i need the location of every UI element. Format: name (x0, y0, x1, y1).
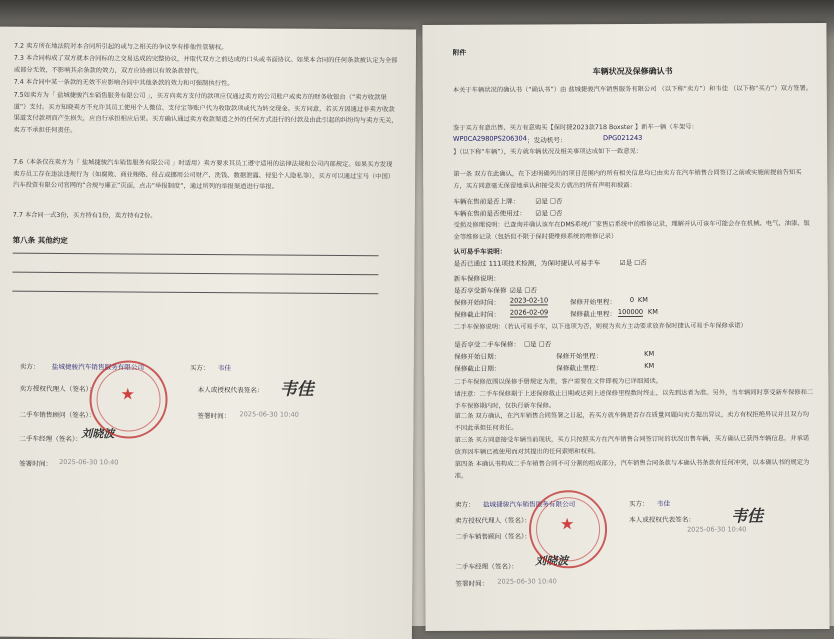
cert-title: 认可易手车说明： (453, 247, 507, 256)
blank-line-2 (12, 272, 378, 276)
buyer-signature: 韦佳 (279, 379, 314, 400)
cert-question: 是否已通过 111项技术检测，为保时捷认可易手车 (453, 259, 601, 268)
used-car-manager-label: 二手车经理（签名）： (19, 434, 82, 444)
warranty-start-value: 2023-02-10 (509, 296, 549, 305)
clause-7-4: 7.4 本合同中某一条款的无效不应影响合同中其他条款的效力和可强制执行性。 (13, 78, 234, 88)
warranty-end-km-value: 100000 (617, 307, 644, 317)
section-8-title: 第八条 其他约定 (12, 235, 68, 246)
vehicle-description: 鉴于买方有意出售、买方有意购买【保时捷2023款718 Boxster 】新车一辆（车架号： (452, 123, 698, 132)
before-used-options: ☑是 ☐否 (535, 209, 563, 218)
cert-options: ☑是 ☐否 (619, 258, 647, 268)
used-car-advisor-label-r: 二手车销售顾问（签名）： (455, 532, 531, 541)
advisor-signature: 刘晓波 (81, 427, 115, 441)
warranty-start-km-value: 0 (629, 295, 635, 304)
seller-rep-label: 卖方授权代理人（签名）： (19, 384, 96, 394)
km-unit-2: KM (647, 307, 658, 316)
enjoy-new-options: ☑是 ☐否 (509, 286, 537, 295)
km-unit-3: KM (644, 349, 655, 358)
used-warranty-note: 二手车保修范围以保修手册规定为准，客户需要在文件即视为已详细阅读。 (454, 377, 663, 386)
sign-date-label-2: 签署时间： (19, 459, 53, 468)
buyer-rep-label-r: 本人或授权代表签名： (628, 515, 695, 524)
used-start-date-label: 保修开始日期： (454, 352, 501, 361)
buyer-label-r: 买方： (628, 499, 649, 508)
enjoy-used-options: ☐是 ☐否 (524, 340, 552, 349)
sign-date-label: 签署时间： (197, 411, 231, 421)
new-warranty-title: 新车保修说明： (453, 274, 500, 283)
enjoy-used-label: 是否享受二手车保修： (454, 340, 521, 349)
sign-date-label-r: 签署时间： (455, 579, 489, 588)
before-sale-plate-options: ☑是 ☐否 (535, 197, 563, 206)
engine-value: DPG021243 (602, 133, 643, 143)
warranty-end-label: 保修截止时间： (453, 310, 501, 319)
company-seal (89, 360, 168, 439)
clause-7-5: 7.5如卖方为「 盐城捷骏汽车销售服务有限公司 」，买方向卖方支付的款项应仅通过卖方的公司账户或卖方的财务收银台（“卖方收款渠道”）支付。买方知晓卖方不允许其员工使用个人微信、支付宝等账户代为收取款项或代为转交现金。买方同意，若买方因通过非卖方收款渠道支付款项而产生损失，应自行承担相应后果。买方确认通过卖方收款渠道之外的任何方式进行的付款及由此引起的纠纷均与卖方无关，卖方不承担任何责任。 (13, 91, 398, 134)
clause-7-6: 7.6（本条仅在卖方为「 盐城捷骏汽车销售服务有限公司 」时适用）卖方要求其员工遵守适用的法律法规和公司内部规定。如果买方发现卖方员工存在违法违规行为（如腐败、商业贿赂、侵占或挪用公司财产、洗钱、数据泄露、侵犯个人隐私等），买方可以通过宝马（中国）汽车投资有限公司官网的“合规与廉正”页面，点击“举报制度”，通过所列的举报渠道进行举报。 (13, 158, 395, 191)
clause-7-7: 7.7 本合同一式3份，买方持有1份，卖方持有2份。 (12, 211, 157, 220)
article-4: 第四条 本确认书构成二手车销售合同不可分割的组成部分，汽车销售合同条款与本确认书条款有任何冲突，以本确认书的规定为准。 (454, 459, 810, 480)
company-seal-r (529, 490, 607, 568)
used-end-km-label: 保修截止里程： (556, 364, 603, 373)
article-3: 第三条 买方同意接受车辆当前现状，买方只按照买方在汽车销售合同签订时的状况出售车辆，买方确认已获得车辆信息，并承诺放弃因车辆已被使用而对其提出的任何索赔和权利。 (454, 435, 810, 456)
contract-page-right (422, 23, 829, 631)
engine-label: ；发动机号： (527, 136, 567, 145)
appendix-title: 车辆状况及保修确认书 (592, 66, 673, 77)
appendix-label: 附件 (452, 48, 467, 57)
intro-paragraph: 本关于车辆状况的确认书（“确认书”）由 盐城捷骏汽车销售服务有限公司 （以下称“卖方”）和韦佳 （以下称“买方”）双方签署。 (452, 85, 813, 94)
vin-value: WP0CA2980PS206304 (452, 134, 527, 143)
used-start-km-label: 保修开始里程： (556, 352, 603, 361)
used-end-date-label: 保修截止日期： (454, 364, 501, 373)
before-used-label: 车辆在售前是否使用过： (453, 209, 526, 218)
manager-signature-r: 刘晓波 (535, 554, 569, 568)
seller-label: 卖方： (19, 362, 40, 371)
warranty-start-km-label: 保修开始里程： (569, 298, 617, 307)
clause-7-3: 7.3 本合同构成了双方就本合同标的之交易达成的完整协议，并取代双方之前达成的口头或书面协议。如果本合同的任何条款被认定为全部或部分无效，不影响其余条款的效力，双方应协商以有效条款替代。 (13, 54, 398, 75)
seller-rep-label-r: 卖方授权代理人（签名）： (454, 516, 531, 525)
km-unit: KM (637, 295, 648, 304)
repair-note: 受损及修理说明：已查询并确认该车在DMS系统/厂家售后系统中的维修记录，理解并认可该车可能会存在机械、电气、油漆、钣金等维修记录（包括但不限于保时捷维修系统的维修记录） (453, 220, 810, 241)
article-2: 第二条 双方确认，在汽车销售合同签署之日起，若买方就车辆是否存在质量问题向卖方提出异议，卖方有权拒绝异议并且双方均不因此承担任何责任。 (454, 411, 810, 432)
sign-date-value-2: 2025-06-30 10:40 (59, 457, 119, 467)
warranty-end-km-label: 保修截止里程： (569, 310, 617, 319)
seal-star-icon: ★ (120, 384, 135, 404)
contract-page-left (0, 27, 416, 639)
used-warranty-title: 二手车保修说明：（若认可易手车，以下选项为否，则视为卖方主动要求放弃保时捷认可易手车保修承诺） (453, 322, 747, 331)
sign-date-value: 2025-06-30 10:40 (239, 410, 299, 419)
buyer-signature-r: 韦佳 (730, 506, 764, 526)
km-unit-4: KM (644, 361, 655, 370)
article-1: 第一条 双方在此确认，在下述明确列出的项目范围内的所有相关信息均已由卖方在汽车销售合同签订之前或实施前提前告知买方，买方同意毫无保留地承认和接受卖方就出的所有声明和披露： (453, 169, 802, 190)
warranty-start-label: 保修开始时间： (453, 298, 501, 307)
buyer-name-r: 韦佳 (656, 499, 671, 508)
buyer-rep-label: 本人或授权代表签名： (197, 385, 264, 395)
before-sale-plate-label: 车辆在售前是否上牌： (453, 197, 520, 206)
sign-date-value-r: 2025-06-30 10:40 (497, 577, 557, 586)
seller-label-r: 卖方： (454, 500, 475, 509)
vehicle-description-2: 】（以下称“车辆”），买方就车辆状况及相关事项达成如下一致意见： (453, 147, 643, 156)
seller-name: 盐城捷骏汽车销售服务有限公司 (51, 362, 145, 372)
warranty-end-value: 2026-02-09 (509, 308, 549, 317)
enjoy-new-label: 是否享受新车保修 (453, 286, 507, 295)
blank-line-3 (12, 291, 378, 295)
seller-name-r: 盐城捷骏汽车销售服务有限公司 (482, 500, 576, 509)
used-car-advisor-label: 二手车销售顾问（签名）： (19, 410, 96, 420)
used-car-manager-label-r: 二手车经理（签名）： (455, 562, 518, 571)
blank-line-1 (13, 253, 379, 257)
seal-star-icon-r: ★ (559, 514, 575, 534)
sign-date-value-r-top: 2025-06-30 10:40 (687, 525, 747, 534)
special-note: 请注意：二手车保修期于上述保修截止日期或达到上述保修里程数时终止，以先到达者为准。另外，当车辆同时享受新车保修和二手车保修期内时，仅执行新车保修。 (454, 389, 814, 410)
clause-7-2: 7.2 卖方所在地法院对本合同所引起的或与之相关的争议享有排他性管辖权。 (13, 42, 228, 52)
buyer-name: 韦佳 (217, 364, 231, 373)
buyer-label: 买方： (189, 363, 210, 373)
